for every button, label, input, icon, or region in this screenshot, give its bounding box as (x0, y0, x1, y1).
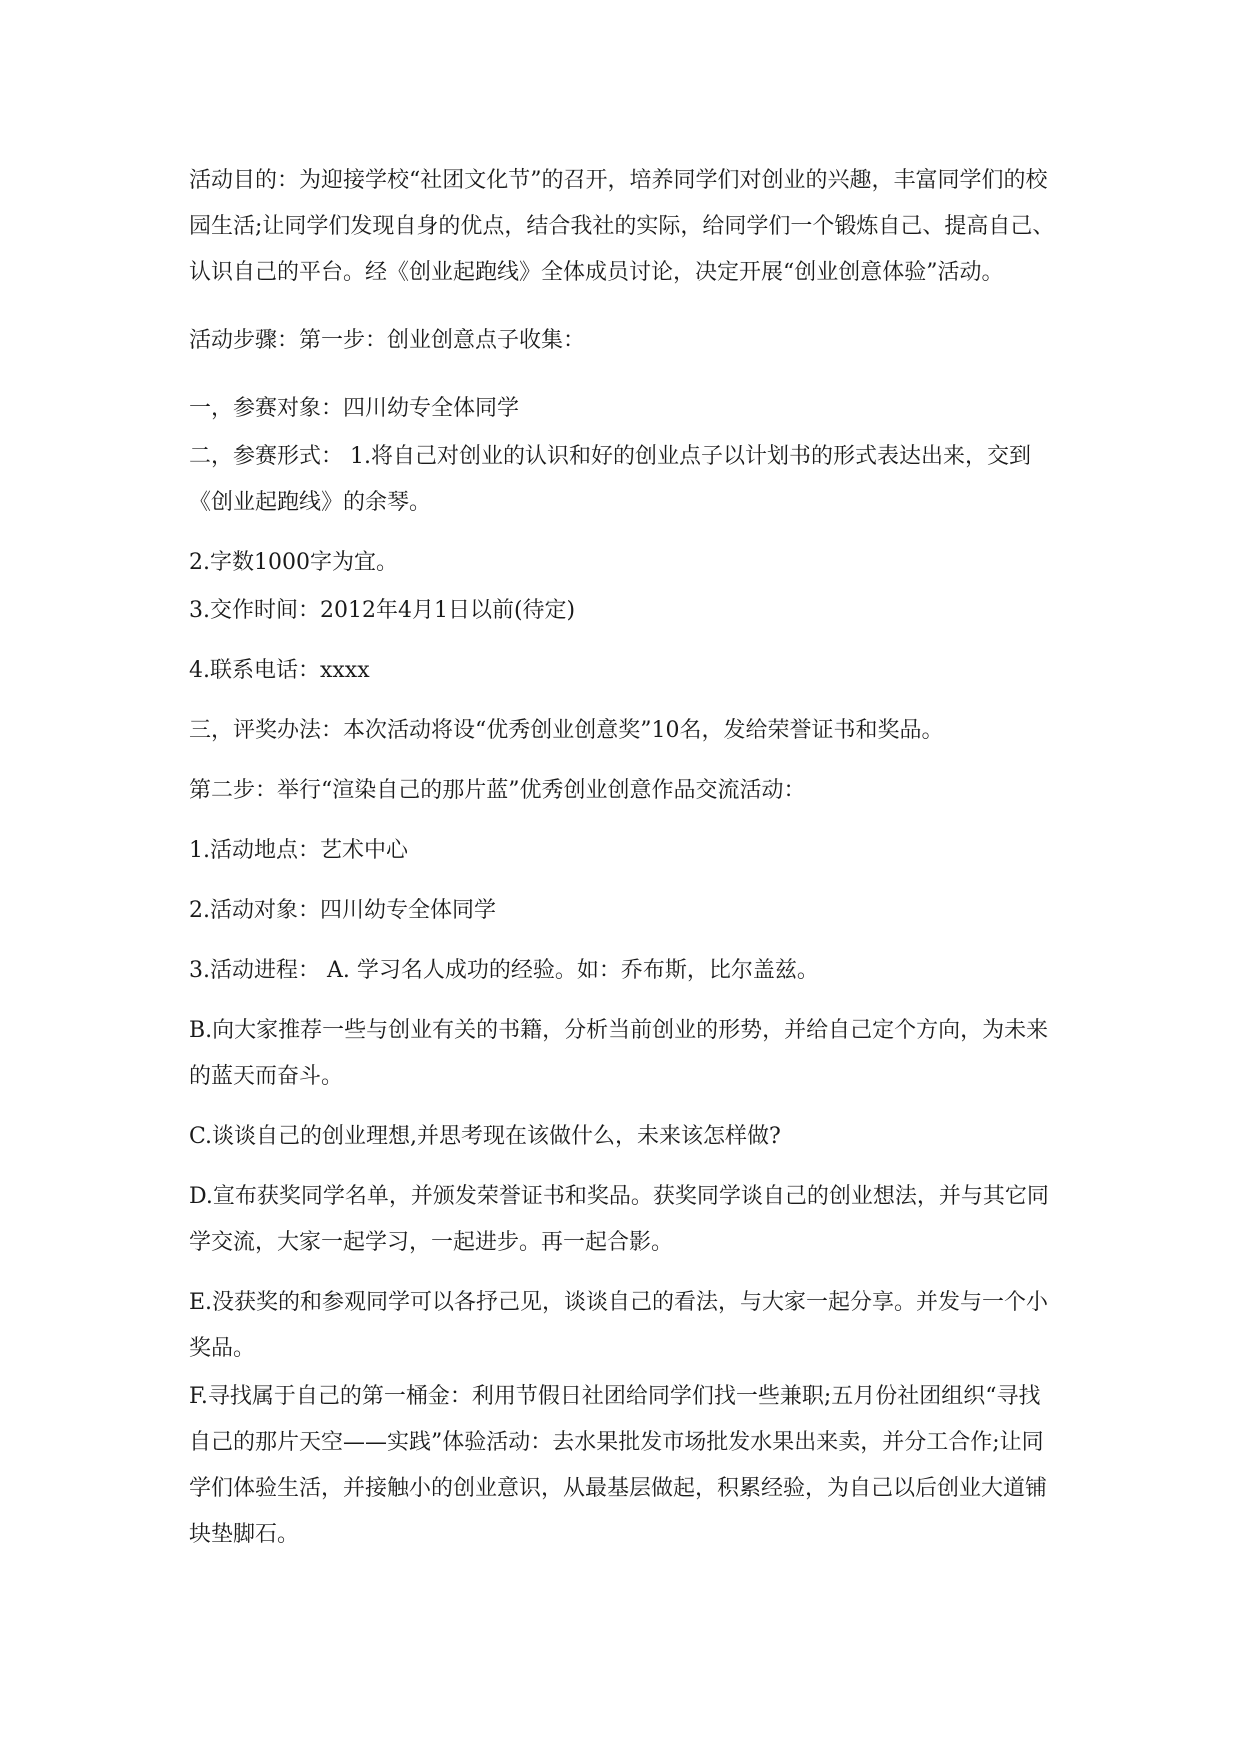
paragraph-process-e: E.没获奖的和参观同学可以各抒己见，谈谈自己的看法，与大家一起分享。并发与一个小奖品。 (189, 1290, 1049, 1361)
paragraph-process-a: 3.活动进程： A. 学习名人成功的经验。如：乔布斯，比尔盖兹。 (189, 958, 819, 983)
paragraph-process-b: B.向大家推荐一些与创业有关的书籍，分析当前创业的形势，并给自己定个方向，为未来的蓝天而奋斗。 (189, 1018, 1049, 1089)
paragraph-process-c: C.谈谈自己的创业理想,并思考现在该做什么，未来该怎样做? (189, 1124, 781, 1149)
paragraph-purpose: 活动目的：为迎接学校“社团文化节”的召开，培养同学们对创业的兴趣，丰富同学们的校园生活;让同学们发现自身的优点，结合我社的实际，给同学们一个锻炼自己、提高自己、认识自己的平台。经《创业起跑线》全体成员讨论，决定开展“创业创意体验”活动。 (189, 168, 1055, 285)
paragraph-location: 1.活动地点：艺术中心 (189, 838, 408, 863)
paragraph-steps-heading: 活动步骤：第一步：创业创意点子收集： (189, 328, 586, 353)
paragraph-audience: 2.活动对象：四川幼专全体同学 (189, 898, 496, 923)
paragraph-format: 二，参赛形式： 1.将自己对创业的认识和好的创业点子以计划书的形式表达出来，交到《创业起跑线》的余琴。 (189, 444, 1031, 515)
paragraph-process-d: D.宣布获奖同学名单，并颁发荣誉证书和奖品。获奖同学谈自己的创业想法，并与其它同学交流，大家一起学习，一起进步。再一起合影。 (189, 1184, 1049, 1255)
document-body (189, 158, 1059, 1558)
paragraph-step-two: 第二步：举行“渲染自己的那片蓝”优秀创业创意作品交流活动： (189, 778, 806, 803)
paragraph-contact: 4.联系电话：xxxx (189, 658, 370, 683)
paragraph-awards: 三，评奖办法：本次活动将设“优秀创业创意奖”10名，发给荣誉证书和奖品。 (189, 718, 944, 743)
paragraph-word-count: 2.字数1000字为宜。 (189, 550, 398, 575)
paragraph-process-f: F.寻找属于自己的第一桶金：利用节假日社团给同学们找一些兼职;五月份社团组织“寻找自己的那片天空——实践”体验活动：去水果批发市场批发水果出来卖，并分工合作;让同学们体验生活，并接触小的创业意识，从最基层做起，积累经验，为自己以后创业大道铺块垫脚石。 (189, 1384, 1048, 1547)
paragraph-deadline: 3.交作时间：2012年4月1日以前(待定) (189, 598, 576, 623)
paragraph-participants: 一，参赛对象：四川幼专全体同学 (189, 396, 520, 421)
